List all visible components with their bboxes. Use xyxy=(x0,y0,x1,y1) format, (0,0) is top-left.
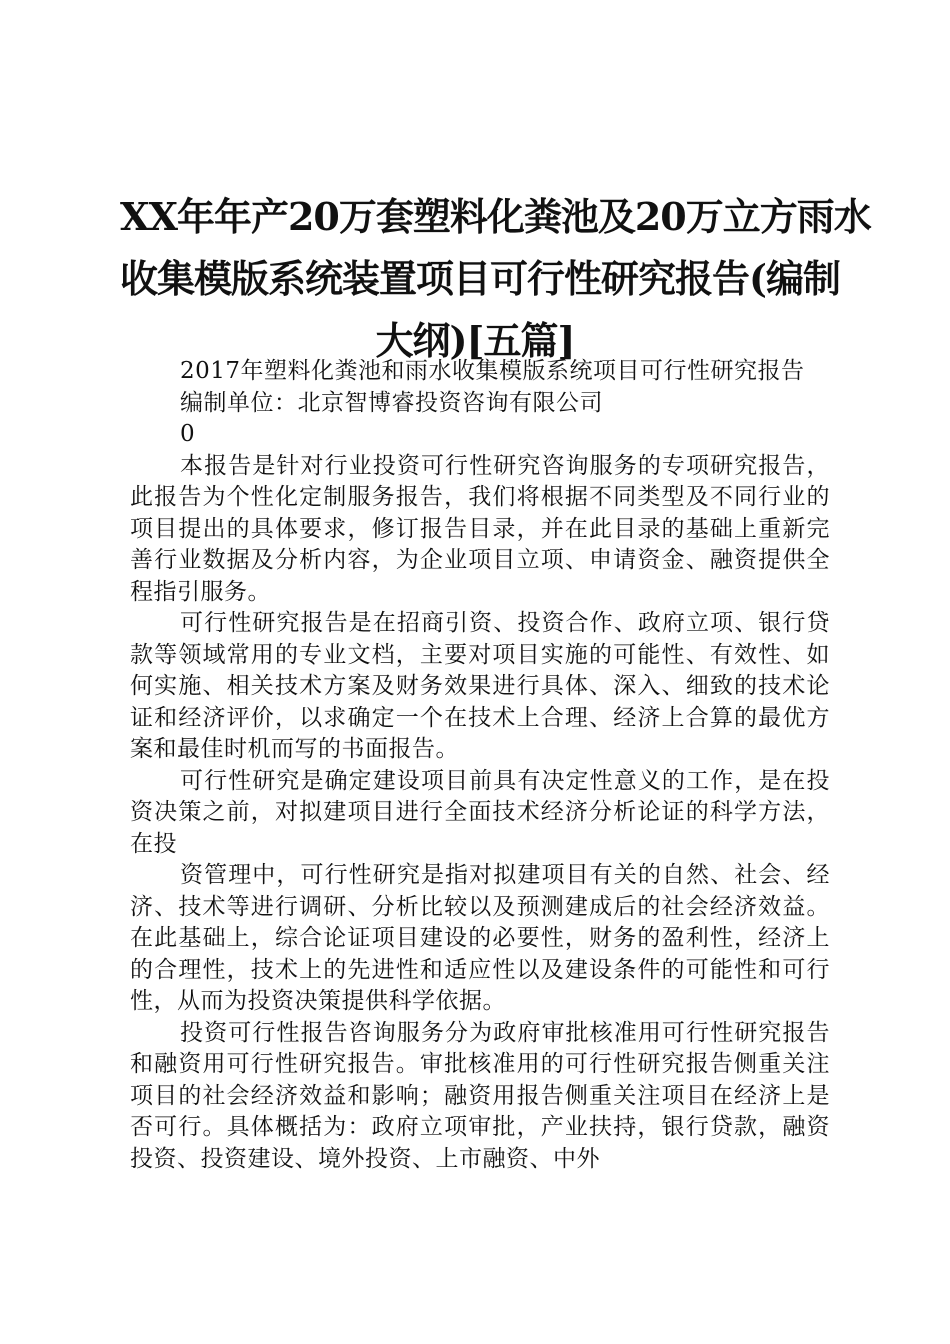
document-body xyxy=(130,356,830,1175)
number-paragraph: 0 xyxy=(180,421,196,447)
body-paragraph: 可行性研究是确定建设项目前具有决定性意义的工作，是在投资决策之前，对拟建项目进行全面技术经济分析论证的科学方法，在投 xyxy=(130,767,830,857)
title-line-2: 收集模版系统装置项目可行性研究报告(编制 xyxy=(120,256,840,301)
body-paragraph: 资管理中，可行性研究是指对拟建项目有关的自然、社会、经济、技术等进行调研、分析比较以及预测建成后的社会经济效益。在此基础上，综合论证项目建设的必要性，财务的盈利性，经济上的合理性，技术上的先进性和适应性以及建设条件的可能性和可行性，从而为投资决策提供科学依据。 xyxy=(130,862,830,1014)
report-subtitle-paragraph: 2017年塑料化粪池和雨水收集模版系统项目可行性研究报告 xyxy=(180,358,805,384)
body-paragraph: 本报告是针对行业投资可行性研究咨询服务的专项研究报告，此报告为个性化定制服务报告，我们将根据不同类型及不同行业的项目提出的具体要求，修订报告目录，并在此目录的基础上重新完善行业数据及分析内容，为企业项目立项、申请资金、融资提供全程指引服务。 xyxy=(130,452,830,605)
body-paragraph: 投资可行性报告咨询服务分为政府审批核准用可行性研究报告和融资用可行性研究报告。审批核准用的可行性研究报告侧重关注项目的社会经济效益和影响；融资用报告侧重关注项目在经济上是否可行。具体概括为：政府立项审批，产业扶持，银行贷款，融资投资、投资建设、境外投资、上市融资、中外 xyxy=(130,1019,830,1172)
title-line-1: XX年年产20万套塑料化粪池及20万立方雨水 xyxy=(120,194,871,239)
compiler-paragraph: 编制单位：北京智博睿投资咨询有限公司 xyxy=(180,389,603,416)
title-line-3: 大纲)[五篇] xyxy=(375,318,575,363)
body-paragraph: 可行性研究报告是在招商引资、投资合作、政府立项、银行贷款等领域常用的专业文档，主要对项目实施的可能性、有效性、如何实施、相关技术方案及财务效果进行具体、深入、细致的技术论证和经济评价，以求确定一个在技术上合理、经济上合算的最优方案和最佳时机而写的书面报告。 xyxy=(130,610,830,762)
document-title xyxy=(120,186,871,372)
